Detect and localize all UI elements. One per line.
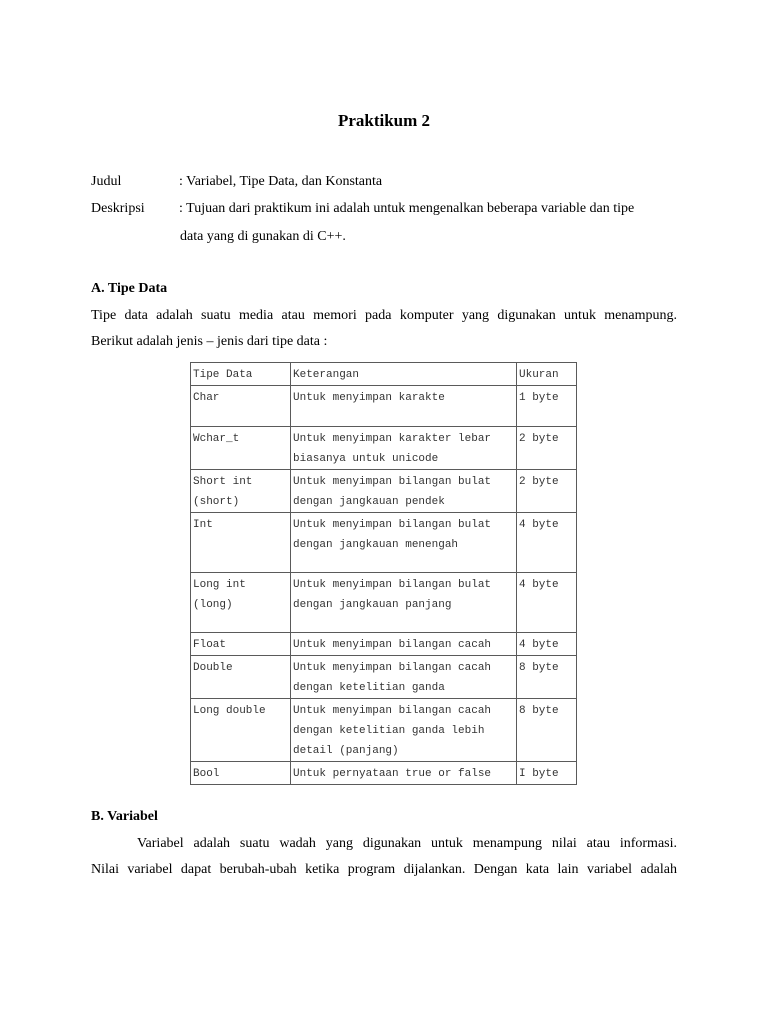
judul-label: Judul xyxy=(91,174,122,189)
cell-tipe: Long int (long) xyxy=(191,573,291,633)
cell-ukuran: 4 byte xyxy=(517,513,577,573)
section-b-heading: B. Variabel xyxy=(91,809,158,824)
cell-tipe: Float xyxy=(191,633,291,656)
cell-tipe: Double xyxy=(191,656,291,699)
cell-keterangan: Untuk menyimpan bilangan cacah dengan ketelitian ganda lebih detail (panjang) xyxy=(291,699,517,762)
deskripsi-line-1: : Tujuan dari praktikum ini adalah untuk mengenalkan beberapa variable dan tipe xyxy=(179,201,635,216)
table-row xyxy=(191,386,577,427)
section-b-line-1: Variabel adalah suatu wadah yang digunakan untuk menampung nilai atau informasi. xyxy=(137,836,677,851)
cell-ukuran: 2 byte xyxy=(517,470,577,513)
cell-tipe: Long double xyxy=(191,699,291,762)
table-row xyxy=(191,699,577,762)
cell-ukuran: 1 byte xyxy=(517,386,577,427)
cell-ukuran: 4 byte xyxy=(517,573,577,633)
header-ukuran: Ukuran xyxy=(517,363,577,386)
table-row xyxy=(191,427,577,470)
cell-tipe: Short int (short) xyxy=(191,470,291,513)
cell-ukuran: 8 byte xyxy=(517,699,577,762)
table-row xyxy=(191,762,577,785)
cell-keterangan: Untuk menyimpan bilangan bulat dengan jangkauan panjang xyxy=(291,573,517,633)
deskripsi-label: Deskripsi xyxy=(91,201,145,216)
section-b-line-2: Nilai variabel dapat berubah-ubah ketika program dijalankan. Dengan kata lain variabel adalah xyxy=(91,862,677,877)
section-b-paragraph xyxy=(91,831,677,883)
section-a-paragraph xyxy=(91,303,677,355)
table-row xyxy=(191,513,577,573)
cell-keterangan: Untuk pernyataan true or false xyxy=(291,762,517,785)
cell-ukuran: 4 byte xyxy=(517,633,577,656)
table-row xyxy=(191,470,577,513)
cell-ukuran: 8 byte xyxy=(517,656,577,699)
cell-keterangan: Untuk menyimpan karakter lebar biasanya untuk unicode xyxy=(291,427,517,470)
judul-value: : Variabel, Tipe Data, dan Konstanta xyxy=(179,174,383,189)
cell-keterangan: Untuk menyimpan karakte xyxy=(291,386,517,427)
data-types-table xyxy=(190,362,577,785)
table-row xyxy=(191,573,577,633)
header-tipe-data: Tipe Data xyxy=(191,363,291,386)
header-keterangan: Keterangan xyxy=(291,363,517,386)
cell-ukuran: 2 byte xyxy=(517,427,577,470)
cell-keterangan: Untuk menyimpan bilangan bulat dengan jangkauan pendek xyxy=(291,470,517,513)
page-title: Praktikum 2 xyxy=(337,111,431,130)
cell-keterangan: Untuk menyimpan bilangan cacah xyxy=(291,633,517,656)
cell-keterangan: Untuk menyimpan bilangan cacah dengan ketelitian ganda xyxy=(291,656,517,699)
cell-keterangan: Untuk menyimpan bilangan bulat dengan jangkauan menengah xyxy=(291,513,517,573)
cell-tipe: Bool xyxy=(191,762,291,785)
section-a-heading: A. Tipe Data xyxy=(91,281,168,296)
section-a-line-1: Tipe data adalah suatu media atau memori pada komputer yang digunakan untuk menampung. xyxy=(91,308,677,323)
cell-ukuran: I byte xyxy=(517,762,577,785)
table-header-row xyxy=(191,363,577,386)
cell-tipe: Wchar_t xyxy=(191,427,291,470)
section-a-line-2: Berikut adalah jenis – jenis dari tipe data : xyxy=(91,334,328,349)
table-row xyxy=(191,633,577,656)
table-row xyxy=(191,656,577,699)
cell-tipe: Int xyxy=(191,513,291,573)
cell-tipe: Char xyxy=(191,386,291,427)
deskripsi-line-2: data yang di gunakan di C++. xyxy=(180,229,346,244)
